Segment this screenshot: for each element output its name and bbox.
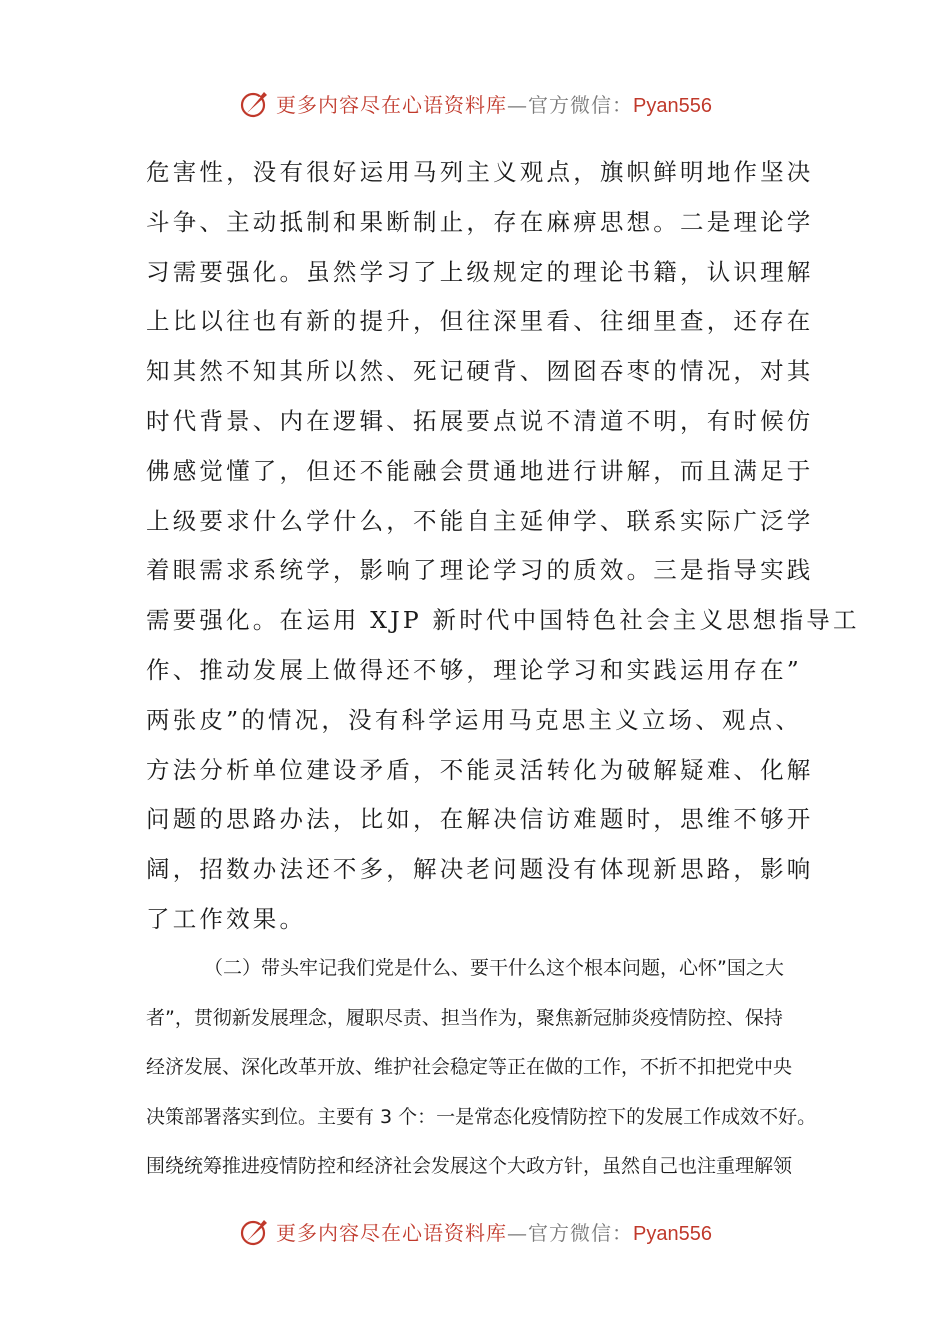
- body-line: 习需要强化。虽然学习了上级规定的理论书籍，认识理解: [146, 257, 814, 286]
- body-line: 问题的思路办法，比如，在解决信访难题时，思维不够开: [146, 805, 814, 834]
- body-line: 佛感觉懂了，但还不能融会贯通地进行讲解，而且满足于: [146, 456, 814, 485]
- body-line: 斗争、主动抵制和果断制止，存在麻痹思想。二是理论学: [146, 207, 814, 236]
- footer-watermark: [0, 1211, 950, 1251]
- body-line: 着眼需求系统学，影响了理论学习的质效。三是指导实践: [146, 556, 814, 585]
- body-line: 阔，招数办法还不多，解决老问题没有体现新思路，影响: [146, 855, 814, 884]
- watermark-text: [276, 89, 712, 118]
- body-line: 上比以往也有新的提升，但往深里看、往细里查，还存在: [146, 307, 814, 336]
- watermark-dash: —: [507, 1220, 529, 1245]
- watermark-brand: 更多内容尽在心语资料库: [276, 92, 508, 117]
- watermark-wechat-id: Pyan556: [633, 1222, 712, 1245]
- section-paragraph: [146, 944, 826, 1192]
- quill-logo-icon: [238, 86, 272, 120]
- body-line: 作、推动发展上做得还不够，理论学习和实践运用存在”: [146, 655, 803, 684]
- body-line: 时代背景、内在逻辑、拓展要点说不清道不明，有时候仿: [146, 406, 814, 435]
- body-line: 需要强化。在运用 XJP 新时代中国特色社会主义思想指导工: [146, 606, 860, 635]
- section-line: 经济发展、深化改革开放、维护社会稳定等正在做的工作，不折不扣把党中央: [146, 1056, 793, 1078]
- body-line: 方法分析单位建设矛盾，不能灵活转化为破解疑难、化解: [146, 755, 814, 784]
- watermark-wechat-id: Pyan556: [633, 94, 712, 117]
- body-line: 两张皮”的情况，没有科学运用马克思主义立场、观点、: [146, 705, 803, 734]
- section-line: 围绕统筹推进疫情防控和经济社会发展这个大政方针，虽然自己也注重理解领: [146, 1155, 793, 1177]
- body-paragraph: [146, 148, 860, 945]
- body-line: 了工作效果。: [146, 904, 307, 933]
- watermark-dash: —: [507, 92, 529, 117]
- header-watermark: [0, 83, 950, 123]
- body-line: 上级要求什么学什么，不能自主延伸学、联系实际广泛学: [146, 506, 814, 535]
- section-heading-line: （二）带头牢记我们党是什么、要干什么这个根本问题，心怀”国之大: [204, 957, 784, 979]
- section-line: 决策部署落实到位。主要有 3 个：一是常态化疫情防控下的发展工作成效不好。: [146, 1105, 817, 1128]
- section-line: 者”，贯彻新发展理念，履职尽责、担当作为，聚焦新冠肺炎疫情防控、保持: [146, 1006, 783, 1029]
- watermark-wechat-label: 官方微信：: [528, 1220, 634, 1245]
- body-line: 知其然不知其所以然、死记硬背、囫囵吞枣的情况，对其: [146, 357, 814, 386]
- quill-logo-icon: [238, 1214, 272, 1248]
- watermark-text: [276, 1217, 712, 1246]
- watermark-wechat-label: 官方微信：: [528, 92, 634, 117]
- body-line: 危害性，没有很好运用马列主义观点，旗帜鲜明地作坚决: [146, 158, 814, 186]
- watermark-brand: 更多内容尽在心语资料库: [276, 1220, 508, 1245]
